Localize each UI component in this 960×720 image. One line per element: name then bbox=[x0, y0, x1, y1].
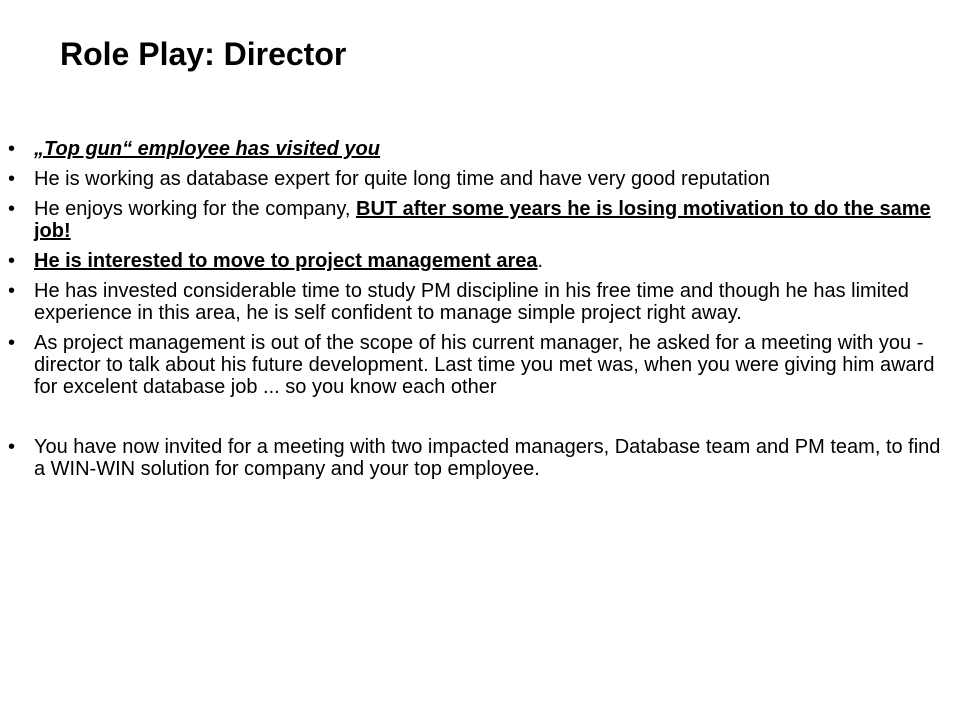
bullet-text-enjoys-working: He enjoys working for the company, bbox=[34, 198, 357, 220]
bullet-item-losing-motivation bbox=[34, 198, 952, 242]
bullet-text-top-gun: „Top gun“ employee has visited you bbox=[34, 138, 380, 160]
bullet-item-win-win bbox=[34, 436, 952, 480]
bullet-item-pm-interest bbox=[34, 250, 952, 272]
bullet-item-pm-study bbox=[34, 280, 952, 324]
bullet-text-win-win: You have now invited for a meeting with two impacted managers, Database team and PM team, to find a WIN-WIN solution for company and your top employee. bbox=[34, 436, 941, 480]
bullet-item-database-expert bbox=[34, 168, 952, 190]
bullet-text-pm-study: He has invested considerable time to study PM discipline in his free time and though he has limited experience in this area, he is self confident to manage simple project right away. bbox=[34, 280, 909, 324]
bullet-text-database-expert: He is working as database expert for quite long time and have very good reputation bbox=[34, 168, 770, 190]
bullet-item-meeting-request bbox=[34, 332, 952, 398]
bullet-text-pm-interest-period: . bbox=[537, 250, 544, 272]
bullet-list bbox=[0, 138, 960, 488]
bullet-text-losing-motivation: BUT after some years he is losing motivation to do the same job! bbox=[34, 198, 931, 242]
slide-title: Role Play: Director bbox=[60, 36, 347, 72]
bullet-text-pm-interest: He is interested to move to project management area bbox=[34, 250, 538, 272]
bullet-item-top-gun bbox=[34, 138, 952, 160]
bullet-text-meeting-request: As project management is out of the scope of his current manager, he asked for a meeting with you - director to talk about his future development. Last time you met was, when you were giving him award for excelent database job ... so you know each other bbox=[34, 332, 935, 398]
